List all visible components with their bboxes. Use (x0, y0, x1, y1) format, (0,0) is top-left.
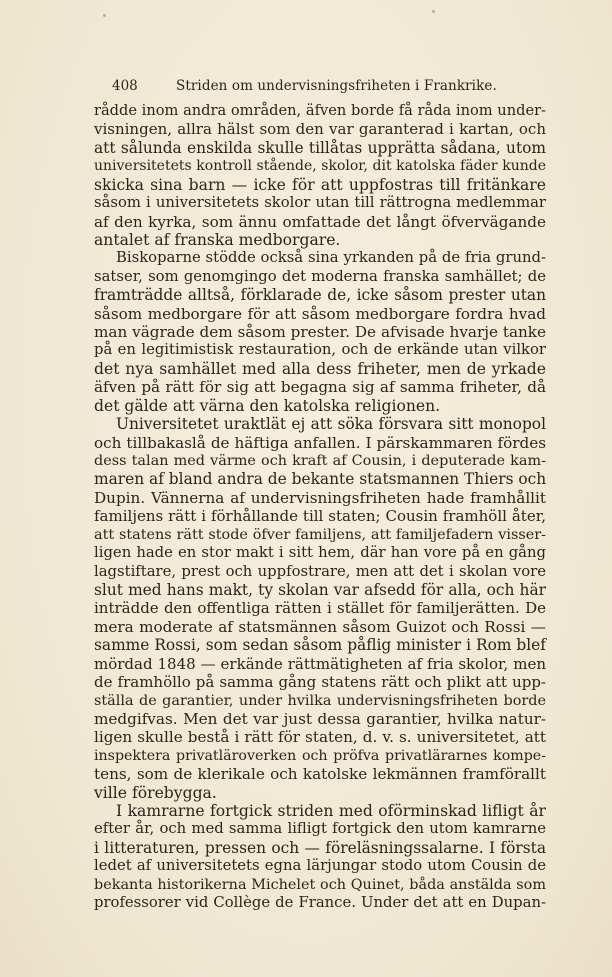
text-line: tens, som de klerikale och katolske lekmännen framförallt (94, 765, 546, 784)
text-line: samme Rossi, som sedan såsom påflig minister i Rom blef (94, 636, 546, 655)
text-line: såsom medborgare för att såsom medborgare fordra hvad (94, 304, 546, 323)
text-line: professorer vid Collège de France. Under det att en Dupan- (94, 894, 546, 912)
text-line: universitetets kontroll stående, skolor, dit katolska fäder kunde (94, 158, 546, 175)
text-line: skicka sina barn — icke för att uppfostras till fritänkare (94, 175, 546, 194)
text-line: bekanta historikerna Michelet och Quinet, båda anstälda som (94, 876, 546, 893)
text-line: de framhöllo på samma gång statens rätt och plikt att upp- (94, 673, 546, 692)
text-line: det gälde att värna den katolska religionen. (94, 396, 441, 415)
running-head: Striden om undervisningsfriheten i Frankrike. (176, 78, 497, 94)
text-line: Dupin. Vännerna af undervisningsfriheten hade framhållit (94, 488, 546, 507)
text-line: ledet af universitetets egna lärjungar stodo utom Cousin de (94, 857, 546, 875)
text-line: såsom i universitetets skolor utan till rättrogna medlemmar (94, 194, 546, 212)
text-line: man vägrade dem såsom prester. De afvisade hvarje tanke (94, 323, 546, 342)
paper-speck (432, 10, 435, 13)
text-line: familjens rätt i förhållande till staten; Cousin framhöll åter, (94, 507, 546, 526)
text-line: det nya samhället med alla dess friheter, men de yrkade (94, 359, 546, 378)
body-text (94, 102, 546, 913)
text-line: Biskoparne stödde också sina yrkanden på de fria grund- (116, 249, 546, 267)
text-line: att statens rätt stode öfver familjens, att familjefadern visser- (94, 526, 546, 543)
text-line: inträdde den offentliga rätten i stället för familjerätten. De (94, 599, 546, 618)
text-line: Universitetet uraktlät ej att söka försvara sitt monopol (116, 415, 546, 434)
text-line: satser, som genomgingo det moderna franska samhället; de (94, 267, 546, 285)
text-line: mördad 1848 — erkände rättmätigheten af fria skolor, men (94, 654, 546, 673)
page-number: 408 (112, 78, 138, 94)
text-line: slut med hans makt, ty skolan var afsedd för alla, och här (94, 580, 546, 599)
text-line: antalet af franska medborgare. (94, 230, 341, 249)
text-line: visningen, allra hälst som den var garanterad i kartan, och (94, 120, 546, 139)
page-header (112, 76, 520, 96)
text-line: af den kyrka, som ännu omfattade det långt öfvervägande (94, 212, 546, 231)
text-line: medgifvas. Men det var just dessa garantier, hvilka natur- (94, 709, 546, 728)
text-line: efter år, och med samma lifligt fortgick den utom kamrarne (94, 820, 546, 838)
text-line: att sålunda enskilda skulle tillåtas upprätta sådana, utom (94, 138, 546, 157)
text-line: mera moderate af statsmännen såsom Guizot och Rossi — (94, 617, 546, 636)
text-line: maren af bland andra de bekante statsmannen Thiers och (94, 470, 547, 489)
text-line: lagstiftare, prest och uppfostrare, men att det i skolan vore (94, 562, 546, 580)
text-line: ställa de garantier, under hvilka undervisningsfriheten borde (94, 692, 546, 709)
text-line: dess talan med värme och kraft af Cousin, i deputerade kam- (94, 453, 546, 470)
text-line: inspektera privatläroverken och pröfva privatlärarnes kompe- (94, 747, 546, 764)
text-line: framträdde alltså, förklarade de, icke såsom prester utan (94, 286, 546, 305)
text-line: ville förebygga. (94, 783, 217, 802)
text-line: äfven på rätt för sig att begagna sig af samma friheter, då (94, 378, 546, 397)
paper-speck (103, 14, 106, 17)
text-line: på en legitimistisk restauration, och de erkände utan vilkor (94, 341, 546, 359)
text-line: och tillbakaslå de häftiga anfallen. I pärskammaren fördes (94, 433, 546, 452)
text-line: i litteraturen, pressen och — föreläsningssalarne. I första (94, 838, 546, 857)
text-line: ligen hade en stor makt i sitt hem, där han vore på en gång (94, 544, 546, 562)
text-line: ligen skulle bestå i rätt för staten, d. v. s. universitetet, att (94, 728, 546, 747)
text-line: rådde inom andra områden, äfven borde få råda inom under- (94, 102, 546, 119)
text-line: I kamrarne fortgick striden med oförminskad lifligt år (116, 802, 546, 821)
